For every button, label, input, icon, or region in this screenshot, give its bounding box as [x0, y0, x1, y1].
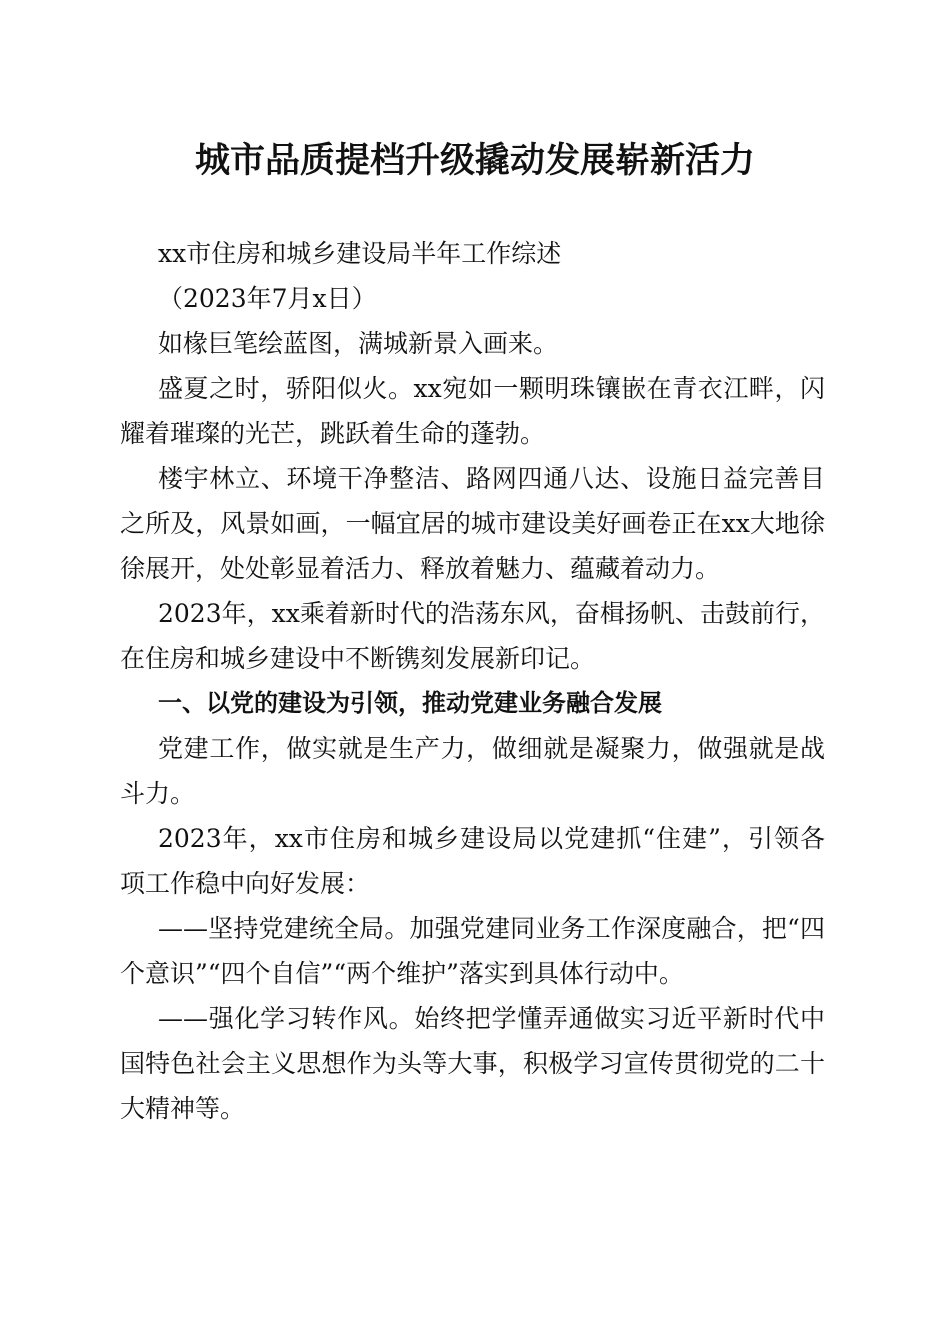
paragraph: ——坚持党建统全局。加强党建同业务工作深度融合，把“四个意识”“四个自信”“两个维护”落实到具体行动中。: [120, 914, 825, 988]
date-paragraph: （2023年7月x日）: [158, 284, 377, 313]
paragraph: 2023年，xx市住房和城乡建设局以党建抓“住建”，引领各项工作稳中向好发展：: [120, 824, 825, 898]
paragraph: 2023年，xx乘着新时代的浩荡东风，奋楫扬帆、击鼓前行，在住房和城乡建设中不断镌刻发展新印记。: [120, 599, 825, 673]
paragraph: ——强化学习转作风。始终把学懂弄通做实习近平新时代中国特色社会主义思想作为头等大事，积极学习宣传贯彻党的二十大精神等。: [120, 1004, 825, 1123]
paragraph: 党建工作，做实就是生产力，做细就是凝聚力，做强就是战斗力。: [120, 734, 825, 808]
section-heading: 一、以党的建设为引领，推动党建业务融合发展: [158, 689, 662, 717]
subtitle-paragraph: xx市住房和城乡建设局半年工作综述: [158, 239, 562, 268]
paragraph: 如椽巨笔绘蓝图，满城新景入画来。: [158, 329, 559, 358]
paragraph: 盛夏之时，骄阳似火。xx宛如一颗明珠镶嵌在青衣江畔，闪耀着璀璨的光芒，跳跃着生命的蓬勃。: [120, 374, 825, 448]
document-title: 城市品质提档升级撬动发展崭新活力: [194, 140, 755, 181]
paragraph: 楼宇林立、环境干净整洁、路网四通八达、设施日益完善目之所及，风景如画，一幅宜居的城市建设美好画卷正在xx大地徐徐展开，处处彰显着活力、释放着魅力、蕴藏着动力。: [120, 464, 825, 583]
document-body: [120, 231, 825, 1131]
